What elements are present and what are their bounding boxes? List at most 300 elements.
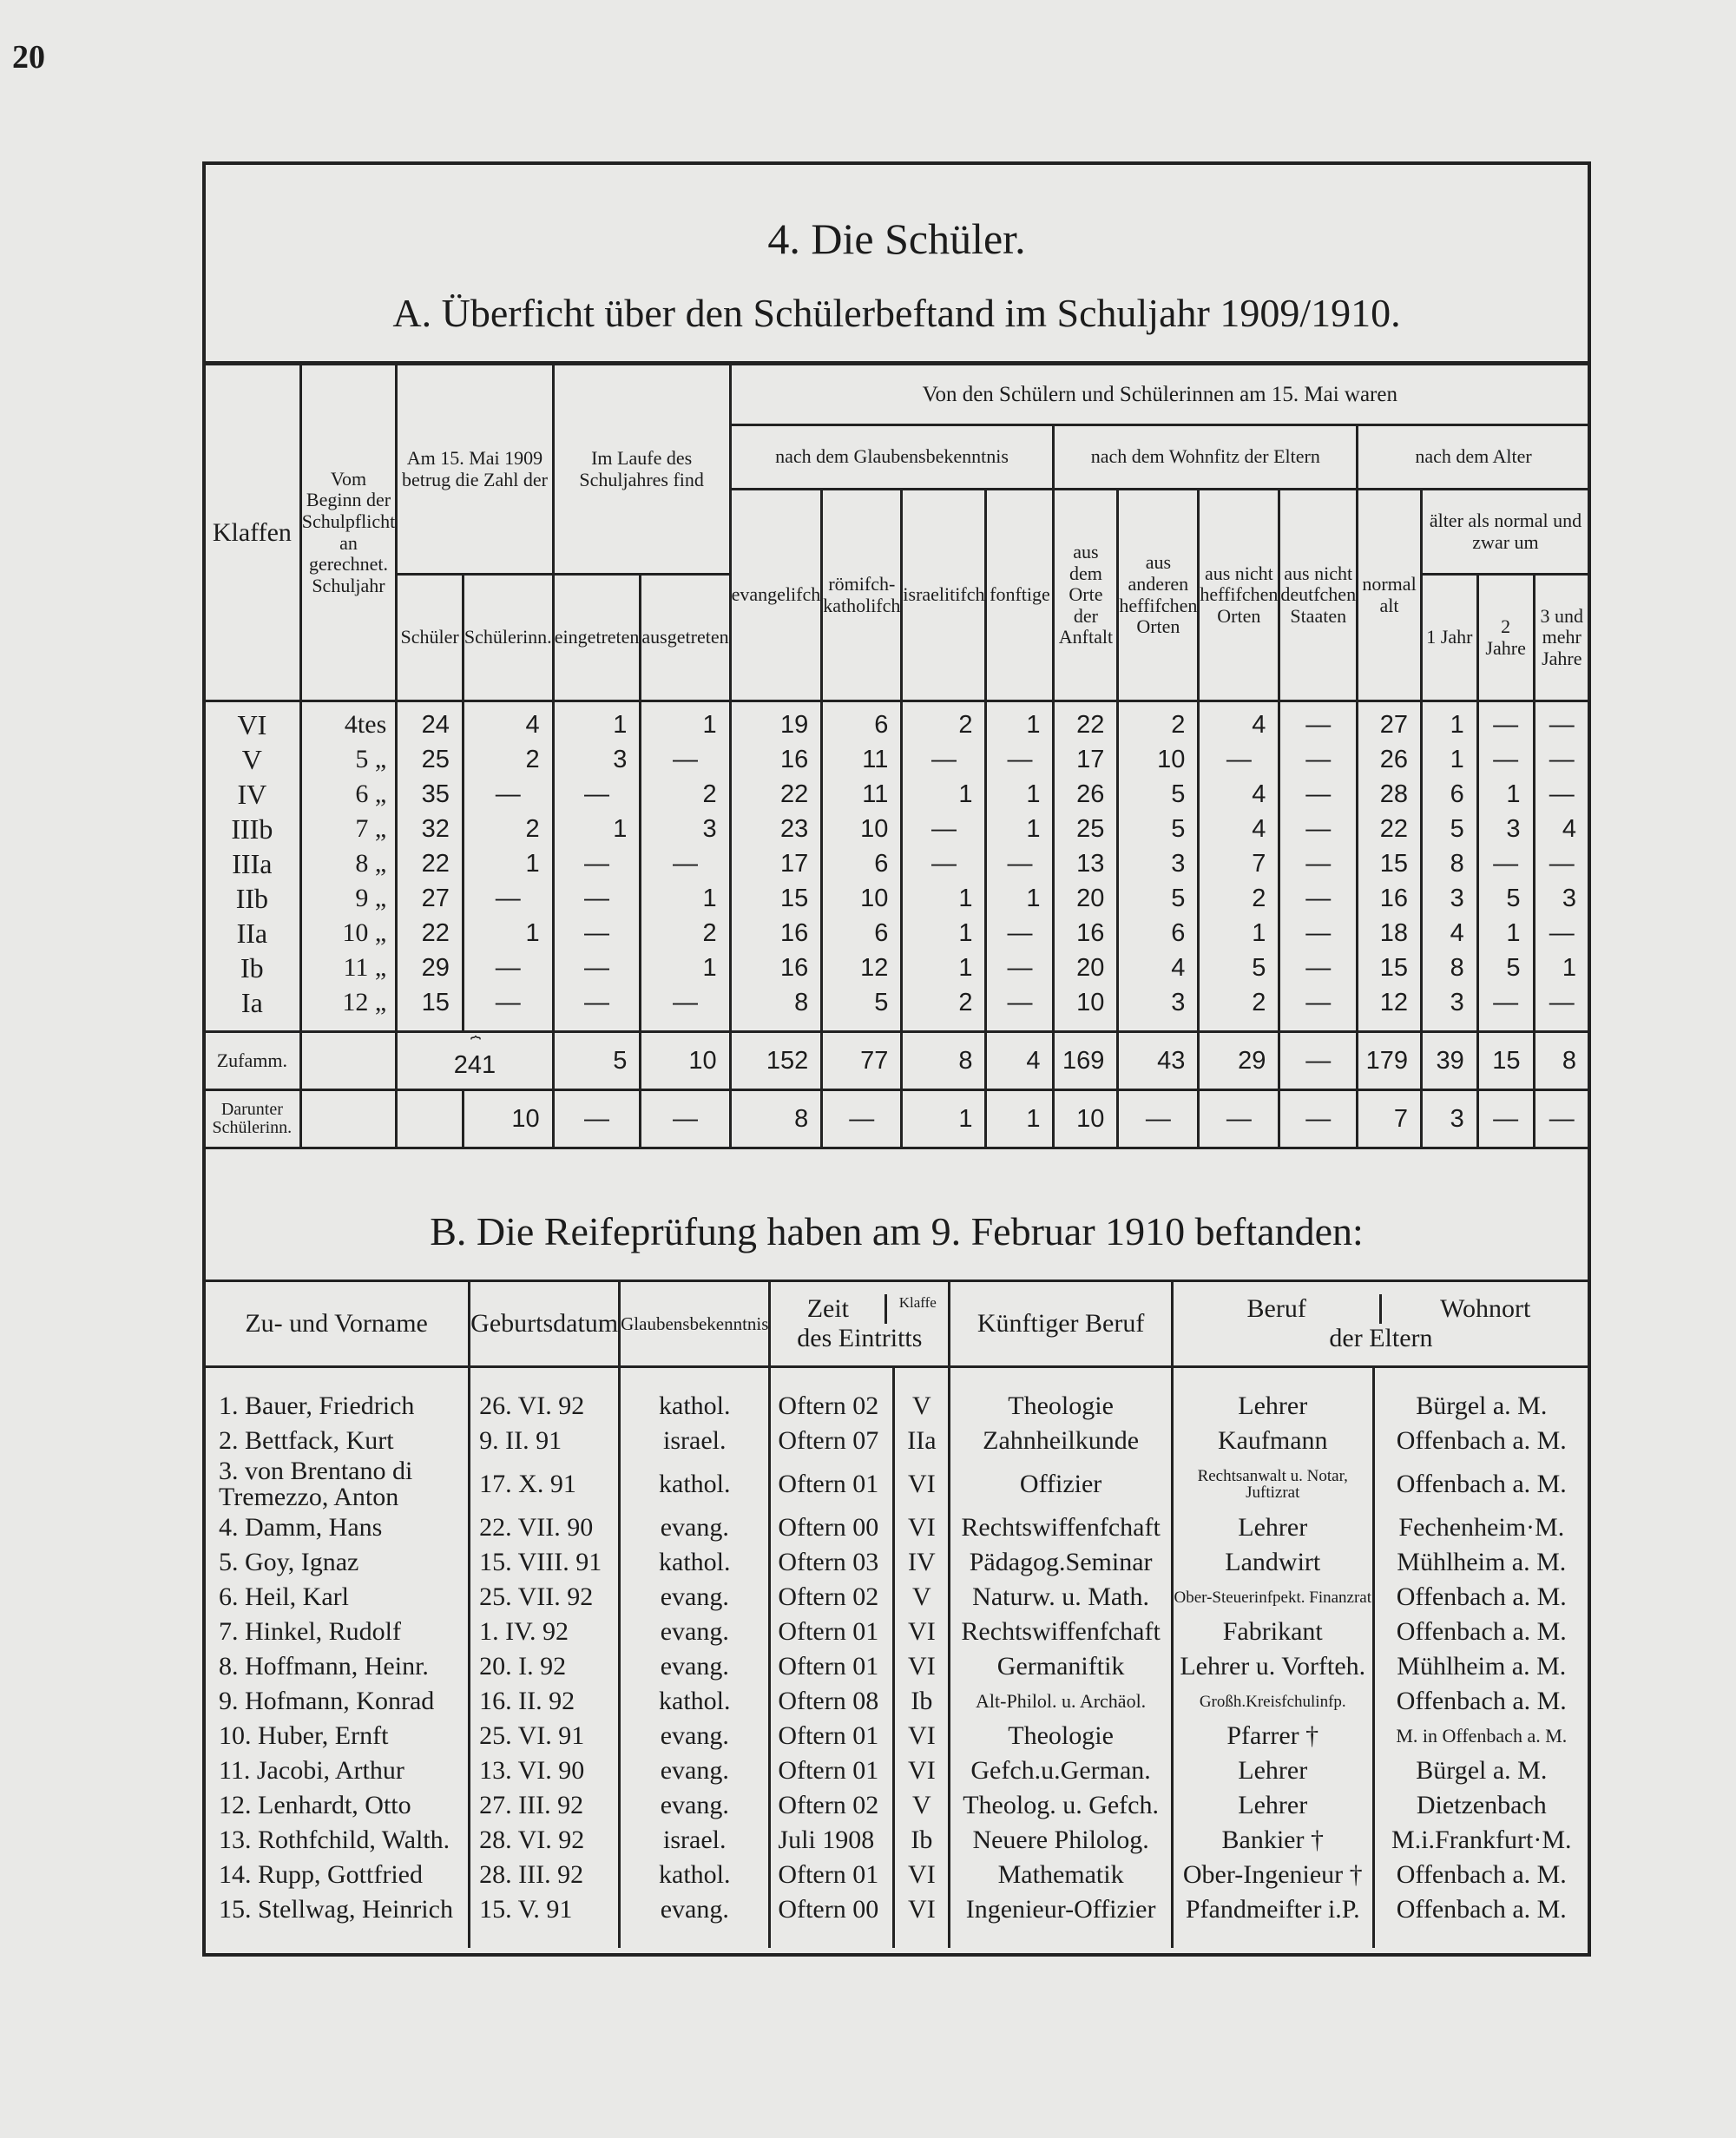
cell-schueler: 35 xyxy=(397,777,464,812)
cell-schuelerinnen: 2 xyxy=(463,812,553,846)
cell-normal: 16 xyxy=(1358,881,1422,916)
cell-ein: — xyxy=(553,846,641,881)
cell-glaube: evang. xyxy=(620,1788,770,1823)
cell-ev: 15 xyxy=(730,881,822,916)
cell-schuelerinnen: — xyxy=(463,951,553,985)
cell-name: 12. Lenhardt, Otto xyxy=(204,1788,470,1823)
cell-beruf: Rechtswiffenfchaft xyxy=(950,1615,1173,1649)
cell-zeit: Oftern 03 xyxy=(770,1545,894,1580)
header-aus-nicht-hess: aus nicht heffifchen Orten xyxy=(1199,490,1279,701)
cell-klasse: IV xyxy=(204,777,301,812)
cell-beruf: Ingenieur-Offizier xyxy=(950,1892,1173,1948)
cell-isr: 1 xyxy=(902,916,986,951)
table-row xyxy=(204,742,1590,777)
cell-ein: — xyxy=(553,916,641,951)
cell-hess: 5 xyxy=(1118,881,1199,916)
cell-ort: 10 xyxy=(1054,985,1118,1032)
cell-glaube: evang. xyxy=(620,1510,770,1545)
list-item xyxy=(204,1823,1590,1858)
cell-eltern_beruf: Lehrer xyxy=(1172,1753,1373,1788)
cell-kath: 6 xyxy=(822,916,902,951)
cell-isr: 1 xyxy=(902,951,986,985)
header-eingetreten: eingetreten xyxy=(553,575,641,701)
cell-ndeutsch: — xyxy=(1279,846,1358,881)
cell-wohnort: Mühlheim a. M. xyxy=(1373,1649,1589,1684)
cell-wohnort: M. in Offenbach a. M. xyxy=(1373,1719,1589,1753)
totals-label: Zufamm. xyxy=(204,1032,301,1090)
cell-isr: — xyxy=(902,812,986,846)
table-row xyxy=(204,881,1590,916)
cell-wohnort: Offenbach a. M. xyxy=(1373,1892,1589,1948)
cell-glaube: evang. xyxy=(620,1580,770,1615)
header-von-den-schuelern: Von den Schülern und Schülerinnen am 15. Mai waren xyxy=(730,365,1589,425)
cell-beruf: Germaniftik xyxy=(950,1649,1173,1684)
cell-eltern_beruf: Pfandmeifter i.P. xyxy=(1172,1892,1373,1948)
header-aelter: älter als normal und zwar um xyxy=(1421,490,1589,575)
cell-j1: 3 xyxy=(1421,881,1477,916)
cell-name: 4. Damm, Hans xyxy=(204,1510,470,1545)
cell-aus: — xyxy=(641,985,730,1032)
table-row xyxy=(204,701,1590,743)
cell-eltern_beruf: Pfarrer † xyxy=(1172,1719,1373,1753)
cell-beruf: Offizier xyxy=(950,1458,1173,1510)
cell-geburt: 28. VI. 92 xyxy=(470,1823,620,1858)
cell-ev: 16 xyxy=(730,951,822,985)
header-kuenftiger-beruf: Künftiger Beruf xyxy=(950,1281,1173,1367)
table-row xyxy=(204,846,1590,881)
cell-aus: — xyxy=(641,742,730,777)
cell-sonst: 1 xyxy=(986,777,1054,812)
cell-eltern_beruf: Lehrer xyxy=(1172,1367,1373,1424)
cell-klasse: IIIb xyxy=(204,812,301,846)
cell-normal: 27 xyxy=(1358,701,1422,743)
cell-ndeutsch: — xyxy=(1279,916,1358,951)
header-schuljahr: Vom Beginn der Schulpflicht an gerechnet. Schuljahr xyxy=(300,365,397,701)
cell-j2: — xyxy=(1477,701,1534,743)
list-item xyxy=(204,1649,1590,1684)
cell-geburt: 15. VIII. 91 xyxy=(470,1545,620,1580)
header-normal-alt: normal alt xyxy=(1358,490,1422,701)
cell-kath: 6 xyxy=(822,846,902,881)
header-des-eintritts: des Eintritts xyxy=(797,1324,923,1352)
cell-ort: 17 xyxy=(1054,742,1118,777)
cell-beruf: Pädagog.Seminar xyxy=(950,1545,1173,1580)
darunter-label: Darunter Schülerinn. xyxy=(204,1090,301,1148)
cell-schuelerinnen: — xyxy=(463,881,553,916)
cell-beruf: Rechtswiffenfchaft xyxy=(950,1510,1173,1545)
cell-nhess: 2 xyxy=(1199,881,1279,916)
cell-glaube: kathol. xyxy=(620,1545,770,1580)
cell-j2: 1 xyxy=(1477,916,1534,951)
table-row xyxy=(204,951,1590,985)
header-sonstige: fonftige xyxy=(986,490,1054,701)
darunter-row: Darunter Schülerinn. 10 — — 8 — 1 1 10 — — — 7 3 — — xyxy=(204,1090,1590,1148)
cell-j2: 3 xyxy=(1477,812,1534,846)
cell-kath: 6 xyxy=(822,701,902,743)
cell-zeit: Oftern 00 xyxy=(770,1510,894,1545)
cell-wohnort: Bürgel a. M. xyxy=(1373,1367,1589,1424)
cell-ort: 13 xyxy=(1054,846,1118,881)
cell-hess: 4 xyxy=(1118,951,1199,985)
cell-wohnort: Mühlheim a. M. xyxy=(1373,1545,1589,1580)
cell-schuelerinnen: — xyxy=(463,985,553,1032)
cell-geburt: 28. III. 92 xyxy=(470,1858,620,1892)
cell-normal: 15 xyxy=(1358,951,1422,985)
cell-klasse: VI xyxy=(894,1510,950,1545)
cell-name: 11. Jacobi, Arthur xyxy=(204,1753,470,1788)
header-israelitisch: israelitifch xyxy=(902,490,986,701)
cell-klasse: VI xyxy=(894,1892,950,1948)
cell-nhess: 4 xyxy=(1199,701,1279,743)
cell-ein: — xyxy=(553,777,641,812)
cell-wohnort: Fechenheim·M. xyxy=(1373,1510,1589,1545)
cell-normal: 28 xyxy=(1358,777,1422,812)
cell-kath: 10 xyxy=(822,812,902,846)
cell-schueler: 25 xyxy=(397,742,464,777)
cell-sonst: 1 xyxy=(986,701,1054,743)
cell-kath: 12 xyxy=(822,951,902,985)
cell-jahr: 8 „ xyxy=(300,846,397,881)
cell-zeit: Oftern 08 xyxy=(770,1684,894,1719)
cell-beruf: Gefch.u.German. xyxy=(950,1753,1173,1788)
cell-zeit: Oftern 00 xyxy=(770,1892,894,1948)
cell-eltern_beruf: Lehrer u. Vorfteh. xyxy=(1172,1649,1373,1684)
cell-ein: 1 xyxy=(553,812,641,846)
header-im-laufe: Im Laufe des Schuljahres find xyxy=(553,365,730,575)
cell-klasse: Ia xyxy=(204,985,301,1032)
header-ausgetreten: ausgetreten xyxy=(641,575,730,701)
cell-jahr: 5 „ xyxy=(300,742,397,777)
cell-aus: 1 xyxy=(641,701,730,743)
cell-kath: 11 xyxy=(822,742,902,777)
cell-zeit: Oftern 01 xyxy=(770,1615,894,1649)
cell-name: 2. Bettfack, Kurt xyxy=(204,1424,470,1458)
header-beruf: Beruf xyxy=(1174,1294,1383,1325)
cell-j2: — xyxy=(1477,985,1534,1032)
cell-ein: 1 xyxy=(553,701,641,743)
cell-wohnort: M.i.Frankfurt·M. xyxy=(1373,1823,1589,1858)
header-zeit: Zeit xyxy=(806,1293,850,1323)
header-name: Zu- und Vorname xyxy=(204,1281,470,1367)
cell-ein: — xyxy=(553,985,641,1032)
cell-normal: 15 xyxy=(1358,846,1422,881)
list-item xyxy=(204,1510,1590,1545)
cell-normal: 18 xyxy=(1358,916,1422,951)
totals-row: Zufamm. ⏞ 241 5 10 152 77 8 4 169 43 29 — 179 39 15 8 xyxy=(204,1032,1590,1090)
cell-ein: — xyxy=(553,951,641,985)
cell-klasse: IV xyxy=(894,1545,950,1580)
cell-sonst: 1 xyxy=(986,881,1054,916)
cell-zeit: Oftern 02 xyxy=(770,1367,894,1424)
cell-j3: — xyxy=(1534,846,1589,881)
cell-normal: 26 xyxy=(1358,742,1422,777)
cell-glaube: israel. xyxy=(620,1424,770,1458)
cell-ein: 3 xyxy=(553,742,641,777)
cell-eltern_beruf: Ober-Ingenieur † xyxy=(1172,1858,1373,1892)
cell-isr: — xyxy=(902,742,986,777)
header-eintritt xyxy=(770,1281,950,1367)
cell-glaube: kathol. xyxy=(620,1684,770,1719)
cell-isr: 2 xyxy=(902,701,986,743)
cell-schuelerinnen: 1 xyxy=(463,916,553,951)
cell-ort: 26 xyxy=(1054,777,1118,812)
header-1-jahr: 1 Jahr xyxy=(1421,575,1477,701)
cell-j1: 8 xyxy=(1421,846,1477,881)
cell-eltern_beruf: Ober-Steuerinfpekt. Finanzrat xyxy=(1172,1580,1373,1615)
cell-klasse: V xyxy=(894,1580,950,1615)
cell-isr: — xyxy=(902,846,986,881)
cell-wohnort: Offenbach a. M. xyxy=(1373,1684,1589,1719)
header-glaubensbekenntnis: Glaubensbekenntnis xyxy=(620,1281,770,1367)
cell-sonst: 1 xyxy=(986,812,1054,846)
cell-name: 13. Rothfchild, Walth. xyxy=(204,1823,470,1858)
cell-name: 1. Bauer, Friedrich xyxy=(204,1367,470,1424)
cell-isr: 1 xyxy=(902,881,986,916)
cell-schuelerinnen: — xyxy=(463,777,553,812)
header-aus-anderen-hess: aus anderen heffifchen Orten xyxy=(1118,490,1199,701)
cell-hess: 3 xyxy=(1118,985,1199,1032)
cell-ort: 22 xyxy=(1054,701,1118,743)
cell-klasse: Ib xyxy=(204,951,301,985)
cell-geburt: 22. VII. 90 xyxy=(470,1510,620,1545)
cell-isr: 2 xyxy=(902,985,986,1032)
cell-geburt: 16. II. 92 xyxy=(470,1684,620,1719)
cell-klasse: VI xyxy=(204,701,301,743)
cell-geburt: 9. II. 91 xyxy=(470,1424,620,1458)
header-schueler: Schüler xyxy=(397,575,464,701)
header-2-jahre: 2 Jahre xyxy=(1477,575,1534,701)
cell-name: 10. Huber, Ernft xyxy=(204,1719,470,1753)
cell-hess: 6 xyxy=(1118,916,1199,951)
cell-j1: 1 xyxy=(1421,701,1477,743)
cell-sonst: — xyxy=(986,916,1054,951)
cell-ev: 17 xyxy=(730,846,822,881)
cell-zeit: Oftern 02 xyxy=(770,1580,894,1615)
cell-klasse: VI xyxy=(894,1649,950,1684)
cell-klasse: V xyxy=(894,1788,950,1823)
cell-j1: 1 xyxy=(1421,742,1477,777)
header-aus-nicht-deutsch: aus nicht deutfchen Staaten xyxy=(1279,490,1358,701)
section-a-title: A. Überficht über den Schülerbeftand im Schuljahr 1909/1910. xyxy=(392,291,1401,335)
cell-name: 15. Stellwag, Heinrich xyxy=(204,1892,470,1948)
cell-ndeutsch: — xyxy=(1279,742,1358,777)
cell-wohnort: Dietzenbach xyxy=(1373,1788,1589,1823)
cell-schueler: 22 xyxy=(397,916,464,951)
list-item xyxy=(204,1753,1590,1788)
cell-ndeutsch: — xyxy=(1279,777,1358,812)
cell-jahr: 7 „ xyxy=(300,812,397,846)
cell-hess: 3 xyxy=(1118,846,1199,881)
header-alter: nach dem Alter xyxy=(1358,425,1590,490)
header-3-jahre: 3 und mehr Jahre xyxy=(1534,575,1589,701)
cell-nhess: 7 xyxy=(1199,846,1279,881)
cell-eltern_beruf: Kaufmann xyxy=(1172,1424,1373,1458)
header-geburtsdatum: Geburtsdatum xyxy=(470,1281,620,1367)
cell-nhess: 4 xyxy=(1199,812,1279,846)
cell-geburt: 26. VI. 92 xyxy=(470,1367,620,1424)
cell-klasse: VI xyxy=(894,1858,950,1892)
cell-aus: 2 xyxy=(641,916,730,951)
cell-klasse: Ib xyxy=(894,1823,950,1858)
cell-j1: 8 xyxy=(1421,951,1477,985)
cell-geburt: 27. III. 92 xyxy=(470,1788,620,1823)
cell-j2: 1 xyxy=(1477,777,1534,812)
cell-ev: 23 xyxy=(730,812,822,846)
cell-geburt: 17. X. 91 xyxy=(470,1458,620,1510)
cell-glaube: evang. xyxy=(620,1649,770,1684)
cell-sonst: — xyxy=(986,742,1054,777)
graduates-table xyxy=(202,1280,1591,1948)
cell-schuelerinnen: 4 xyxy=(463,701,553,743)
cell-jahr: 6 „ xyxy=(300,777,397,812)
cell-klasse: VI xyxy=(894,1753,950,1788)
cell-zeit: Oftern 01 xyxy=(770,1458,894,1510)
cell-beruf: Alt-Philol. u. Archäol. xyxy=(950,1684,1173,1719)
cell-wohnort: Offenbach a. M. xyxy=(1373,1858,1589,1892)
list-item xyxy=(204,1615,1590,1649)
cell-normal: 22 xyxy=(1358,812,1422,846)
section-b-title: B. Die Reifeprüfung haben am 9. Februar 1910 beftanden: xyxy=(430,1209,1364,1253)
table-row xyxy=(204,777,1590,812)
cell-name: 5. Goy, Ignaz xyxy=(204,1545,470,1580)
cell-beruf: Zahnheilkunde xyxy=(950,1424,1173,1458)
cell-glaube: evang. xyxy=(620,1615,770,1649)
list-item xyxy=(204,1858,1590,1892)
cell-ein: — xyxy=(553,881,641,916)
cell-j2: — xyxy=(1477,742,1534,777)
cell-wohnort: Offenbach a. M. xyxy=(1373,1580,1589,1615)
header-eltern xyxy=(1172,1281,1589,1367)
cell-beruf: Neuere Philolog. xyxy=(950,1823,1173,1858)
cell-eltern_beruf: Rechtsanwalt u. Notar, Juftizrat xyxy=(1172,1458,1373,1510)
cell-klasse: IIIa xyxy=(204,846,301,881)
cell-normal: 12 xyxy=(1358,985,1422,1032)
cell-zeit: Oftern 02 xyxy=(770,1788,894,1823)
cell-kath: 5 xyxy=(822,985,902,1032)
cell-nhess: 4 xyxy=(1199,777,1279,812)
cell-sonst: — xyxy=(986,846,1054,881)
cell-ndeutsch: — xyxy=(1279,701,1358,743)
cell-name: 7. Hinkel, Rudolf xyxy=(204,1615,470,1649)
cell-geburt: 25. VI. 91 xyxy=(470,1719,620,1753)
cell-aus: — xyxy=(641,846,730,881)
cell-schueler: 24 xyxy=(397,701,464,743)
cell-ndeutsch: — xyxy=(1279,812,1358,846)
cell-glaube: evang. xyxy=(620,1719,770,1753)
cell-j1: 6 xyxy=(1421,777,1477,812)
cell-schueler: 32 xyxy=(397,812,464,846)
cell-schueler: 15 xyxy=(397,985,464,1032)
cell-klasse: IIa xyxy=(204,916,301,951)
list-item xyxy=(204,1788,1590,1823)
list-item xyxy=(204,1684,1590,1719)
cell-nhess: — xyxy=(1199,742,1279,777)
table-row xyxy=(204,812,1590,846)
cell-j2: — xyxy=(1477,846,1534,881)
cell-j3: — xyxy=(1534,985,1589,1032)
cell-aus: 2 xyxy=(641,777,730,812)
cell-nhess: 2 xyxy=(1199,985,1279,1032)
cell-klasse: VI xyxy=(894,1719,950,1753)
cell-klasse: V xyxy=(894,1367,950,1424)
cell-hess: 5 xyxy=(1118,812,1199,846)
header-katholisch: römifch-katholifch xyxy=(822,490,902,701)
cell-glaube: kathol. xyxy=(620,1458,770,1510)
list-item xyxy=(204,1545,1590,1580)
title-block xyxy=(202,161,1591,365)
cell-zeit: Oftern 01 xyxy=(770,1753,894,1788)
list-item xyxy=(204,1367,1590,1424)
cell-eltern_beruf: Fabrikant xyxy=(1172,1615,1373,1649)
cell-name: 14. Rupp, Gottfried xyxy=(204,1858,470,1892)
cell-eltern_beruf: Großh.Kreisfchulinfp. xyxy=(1172,1684,1373,1719)
cell-ev: 16 xyxy=(730,742,822,777)
cell-nhess: 1 xyxy=(1199,916,1279,951)
cell-sonst: — xyxy=(986,951,1054,985)
cell-ort: 16 xyxy=(1054,916,1118,951)
cell-j1: 5 xyxy=(1421,812,1477,846)
cell-jahr: 4tes xyxy=(300,701,397,743)
cell-kath: 11 xyxy=(822,777,902,812)
header-wohnsitz: nach dem Wohnfitz der Eltern xyxy=(1054,425,1358,490)
cell-wohnort: Offenbach a. M. xyxy=(1373,1458,1589,1510)
cell-eltern_beruf: Lehrer xyxy=(1172,1788,1373,1823)
cell-jahr: 9 „ xyxy=(300,881,397,916)
cell-ort: 20 xyxy=(1054,951,1118,985)
cell-ort: 20 xyxy=(1054,881,1118,916)
cell-beruf: Theologie xyxy=(950,1367,1173,1424)
cell-geburt: 15. V. 91 xyxy=(470,1892,620,1948)
cell-ev: 8 xyxy=(730,985,822,1032)
cell-beruf: Theolog. u. Gefch. xyxy=(950,1788,1173,1823)
header-der-eltern: der Eltern xyxy=(1329,1324,1433,1352)
cell-glaube: evang. xyxy=(620,1892,770,1948)
list-item xyxy=(204,1424,1590,1458)
cell-schuelerinnen: 1 xyxy=(463,846,553,881)
table-row xyxy=(204,916,1590,951)
cell-name: 3. von Brentano di Tremezzo, Anton xyxy=(204,1458,470,1510)
cell-ndeutsch: — xyxy=(1279,951,1358,985)
cell-jahr: 12 „ xyxy=(300,985,397,1032)
list-item xyxy=(204,1580,1590,1615)
cell-schueler: 29 xyxy=(397,951,464,985)
list-item xyxy=(204,1892,1590,1948)
cell-glaube: kathol. xyxy=(620,1367,770,1424)
cell-aus: 1 xyxy=(641,951,730,985)
cell-name: 8. Hoffmann, Heinr. xyxy=(204,1649,470,1684)
cell-sonst: — xyxy=(986,985,1054,1032)
cell-beruf: Naturw. u. Math. xyxy=(950,1580,1173,1615)
cell-kath: 10 xyxy=(822,881,902,916)
cell-schuelerinnen: 2 xyxy=(463,742,553,777)
cell-jahr: 11 „ xyxy=(300,951,397,985)
cell-glaube: kathol. xyxy=(620,1858,770,1892)
cell-nhess: 5 xyxy=(1199,951,1279,985)
cell-wohnort: Bürgel a. M. xyxy=(1373,1753,1589,1788)
cell-jahr: 10 „ xyxy=(300,916,397,951)
cell-j2: 5 xyxy=(1477,951,1534,985)
header-aus-dem-orte: aus dem Orte der Anftalt xyxy=(1054,490,1118,701)
cell-j1: 4 xyxy=(1421,916,1477,951)
cell-beruf: Theologie xyxy=(950,1719,1173,1753)
cell-zeit: Oftern 07 xyxy=(770,1424,894,1458)
cell-klasse: IIb xyxy=(204,881,301,916)
cell-j1: 3 xyxy=(1421,985,1477,1032)
list-item xyxy=(204,1458,1590,1510)
cell-eltern_beruf: Landwirt xyxy=(1172,1545,1373,1580)
cell-j3: — xyxy=(1534,916,1589,951)
cell-glaube: evang. xyxy=(620,1753,770,1788)
